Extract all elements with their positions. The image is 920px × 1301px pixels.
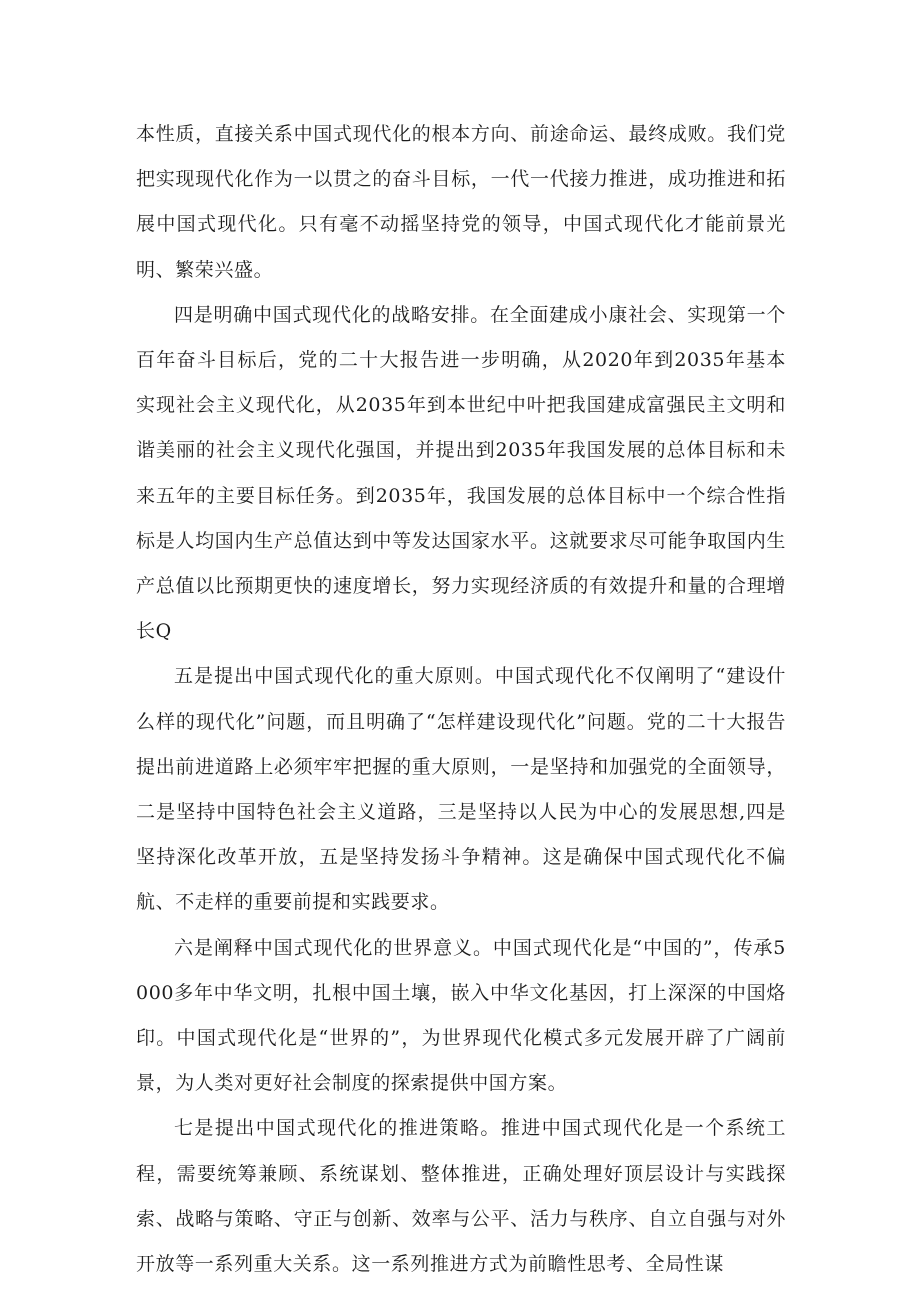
paragraph-3: 五是提出中国式现代化的重大原则。中国式现代化不仅阐明了“建设什么样的现代化”问题，而且明确了“怎样建设现代化”问题。党的二十大报告提出前进道路上必须牢牢把握的重大原则，一是坚持和加强党的全面领导，二是坚持中国特色社会主义道路，三是坚持以人民为中心的发展思想,四是坚持深化改革开放，五是坚持发扬斗争精神。这是确保中国式现代化不偏航、不走样的重要前提和实践要求。: [136, 665, 786, 914]
paragraph-1: 本性质，直接关系中国式现代化的根本方向、前途命运、最终成败。我们党把实现现代化作为一以贯之的奋斗目标，一代一代接力推进，成功推进和拓展中国式现代化。只有毫不动摇坚持党的领导，中国式现代化才能前景光明、繁荣兴盛。: [136, 123, 786, 281]
paragraph-2: 四是明确中国式现代化的战略安排。在全面建成小康社会、实现第一个百年奋斗目标后，党的二十大报告进一步明确，从2020年到2035年基本实现社会主义现代化，从2035年到本世纪中叶把我国建成富强民主文明和谐美丽的社会主义现代化强国，并提出到2035年我国发展的总体目标和未来五年的主要目标任务。到2035年，我国发展的总体目标中一个综合性指标是人均国内生产总值达到中等发达国家水平。这就要求尽可能争取国内生产总值以比预期更快的速度增长，努力实现经济质的有效提升和量的合理增长Q: [136, 303, 786, 643]
paragraph-4: 六是阐释中国式现代化的世界意义。中国式现代化是“中国的”，传承5000多年中华文明，扎根中国土壤，嵌入中华文化基因，打上深深的中国烙印。中国式现代化是“世界的”，为世界现代化模式多元发展开辟了广阔前景，为人类对更好社会制度的探索提供中国方案。: [136, 936, 786, 1095]
paragraph-5: 七是提出中国式现代化的推进策略。推进中国式现代化是一个系统工程，需要统筹兼顾、系统谋划、整体推进，正确处理好顶层设计与实践探索、战略与策略、守正与创新、效率与公平、活力与秩序、自立自强与对外开放等一系列重大关系。这一系列推进方式为前瞻性思考、全局性谋: [136, 1117, 786, 1276]
document-body: [136, 112, 786, 1287]
